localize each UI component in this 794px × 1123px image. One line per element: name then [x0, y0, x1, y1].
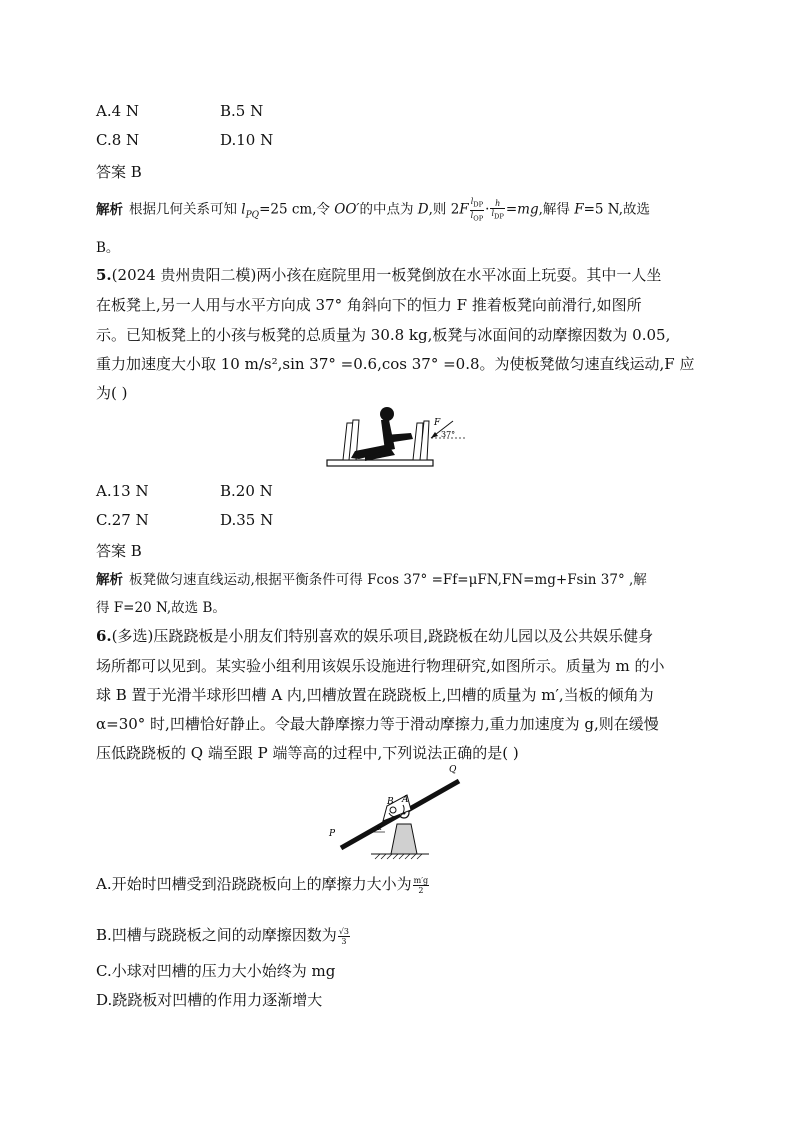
text: DP: [473, 200, 484, 209]
text: [246, 210, 259, 220]
text: DP: [494, 212, 504, 221]
q5-answer: 答案 B: [96, 542, 142, 560]
text: =5 N,故选: [583, 201, 651, 218]
q5-option-b: B.20 N: [220, 482, 273, 500]
text: OP: [473, 214, 484, 223]
q4-option-a: A.4 N: [96, 102, 140, 120]
alpha-label: α: [377, 824, 382, 832]
label-q: Q: [449, 765, 457, 775]
q6-stem-line1: [96, 625, 653, 646]
text: PQ: [245, 210, 260, 221]
q5-option-a: A.13 N: [96, 482, 149, 500]
q6-seesaw-figure: [325, 758, 470, 864]
q4-option-b: B.5 N: [220, 102, 264, 120]
text: l: [470, 197, 474, 206]
q6-option-c: C.小球对凹槽的压力大小始终为 mg: [96, 962, 336, 980]
text: m′g: [413, 875, 429, 885]
q6-stem-line5: 压低跷跷板的 Q 端至跟 P 端等高的过程中,下列说法正确的是( ): [96, 744, 519, 762]
ground-hatch: [375, 854, 422, 859]
q4-option-c: C.8 N: [96, 131, 140, 149]
explanation-tag: 解析: [96, 201, 123, 218]
text: =25 cm,令: [259, 201, 335, 218]
text: (多选)压跷跷板是小朋友们特别喜欢的娱乐项目,跷跷板在幼儿园以及公共娱乐健身: [111, 627, 654, 645]
ball-b: [390, 807, 396, 813]
label-p: P: [329, 829, 336, 839]
q5-option-c: C.27 N: [96, 511, 149, 529]
fraction: [490, 199, 504, 222]
label-b: B: [387, 797, 394, 807]
text: √3: [338, 926, 349, 936]
q6-stem-line3: 球 B 置于光滑半球形凹槽 A 内,凹槽放置在跷跷板上,凹槽的质量为 m′,当板的倾角为: [96, 686, 654, 704]
text: 板凳做匀速直线运动,根据平衡条件可得 Fcos 37° =Ff=μFN,FN=mg+Fsin 37° ,解: [129, 572, 647, 588]
q4-explanation-line2: B。: [96, 240, 120, 256]
q6-stem-line2: 场所都可以见到。某实验小组利用该娱乐设施进行物理研究,如图所示。质量为 m 的小: [96, 657, 665, 675]
q4-answer: 答案 B: [96, 163, 142, 181]
text: ,解得: [538, 201, 575, 218]
text: 2: [418, 885, 424, 895]
q5-explanation-line2: 得 F=20 N,故选 B。: [96, 600, 226, 616]
bench-right-leg: [413, 421, 429, 460]
text: 3: [341, 936, 347, 946]
q5-option-d: D.35 N: [220, 511, 274, 529]
text: mg: [517, 201, 539, 218]
q4-explanation-line1: 解析 根据几何关系可知 $l_{PQ}=25$ cm,令 OO′的中点为 D,则 2F $\frac{l_{DP}}{l_{OP}}$ · $\frac{h}{l_{DP}}$ =mg,解得 F=5 N,故选: [96, 197, 651, 223]
text: B.凹槽与跷跷板之间的动摩擦因数为: [96, 926, 337, 944]
text: D: [417, 201, 429, 218]
pivot-support: [391, 824, 417, 854]
text: (2024 贵州贵阳二模)两小孩在庭院里用一板凳倒放在水平冰面上玩耍。其中一人坐: [111, 266, 662, 284]
text: l: [470, 210, 474, 220]
child-silhouette: [351, 407, 413, 461]
text: =: [505, 201, 518, 218]
force-label: F: [434, 418, 441, 428]
fraction: [470, 197, 485, 223]
text: OO′: [334, 201, 360, 218]
q6-stem-line4: α=30° 时,凹槽恰好静止。令最大静摩擦力等于滑动摩擦力,重力加速度为 g,则在缓慢: [96, 715, 659, 733]
q5-bench-figure: [325, 405, 470, 471]
text: F: [574, 201, 584, 218]
text: A.开始时凹槽受到沿跷跷板向上的摩擦力大小为: [96, 875, 412, 893]
fraction: [338, 927, 350, 946]
question-number: 5.: [96, 266, 112, 284]
text: h: [495, 198, 501, 208]
q5-stem-line5: 为( ): [96, 384, 128, 402]
explanation-tag: 解析: [96, 572, 123, 588]
q6-option-b: [96, 924, 351, 946]
text: 的中点为: [359, 201, 418, 218]
text: F: [459, 201, 469, 218]
question-number: 6.: [96, 627, 112, 645]
text: ,则 2: [428, 201, 460, 218]
ice-surface: [327, 460, 433, 466]
angle-label: 37°: [441, 430, 456, 439]
text: 根据几何关系可知: [129, 201, 242, 218]
q4-option-d: D.10 N: [220, 131, 274, 149]
q5-stem-line2: 在板凳上,另一人用与水平方向成 37° 角斜向下的恒力 F 推着板凳向前滑行,如图所: [96, 296, 642, 314]
q5-explanation-line1: [96, 568, 647, 588]
q6-option-a: [96, 873, 430, 895]
q5-stem-line4: 重力加速度大小取 10 m/s²,sin 37° =0.6,cos 37° =0.8。为使板凳做匀速直线运动,F 应: [96, 355, 695, 373]
q6-option-d: D.跷跷板对凹槽的作用力逐渐增大: [96, 991, 323, 1009]
label-a: A: [402, 795, 409, 805]
text: l: [491, 208, 495, 218]
text: l: [241, 201, 246, 218]
fraction: [413, 876, 430, 895]
q5-stem-line3: 示。已知板凳上的小孩与板凳的总质量为 30.8 kg,板凳与冰面间的动摩擦因数为 0.05,: [96, 326, 671, 344]
q5-stem-line1: [96, 264, 661, 285]
